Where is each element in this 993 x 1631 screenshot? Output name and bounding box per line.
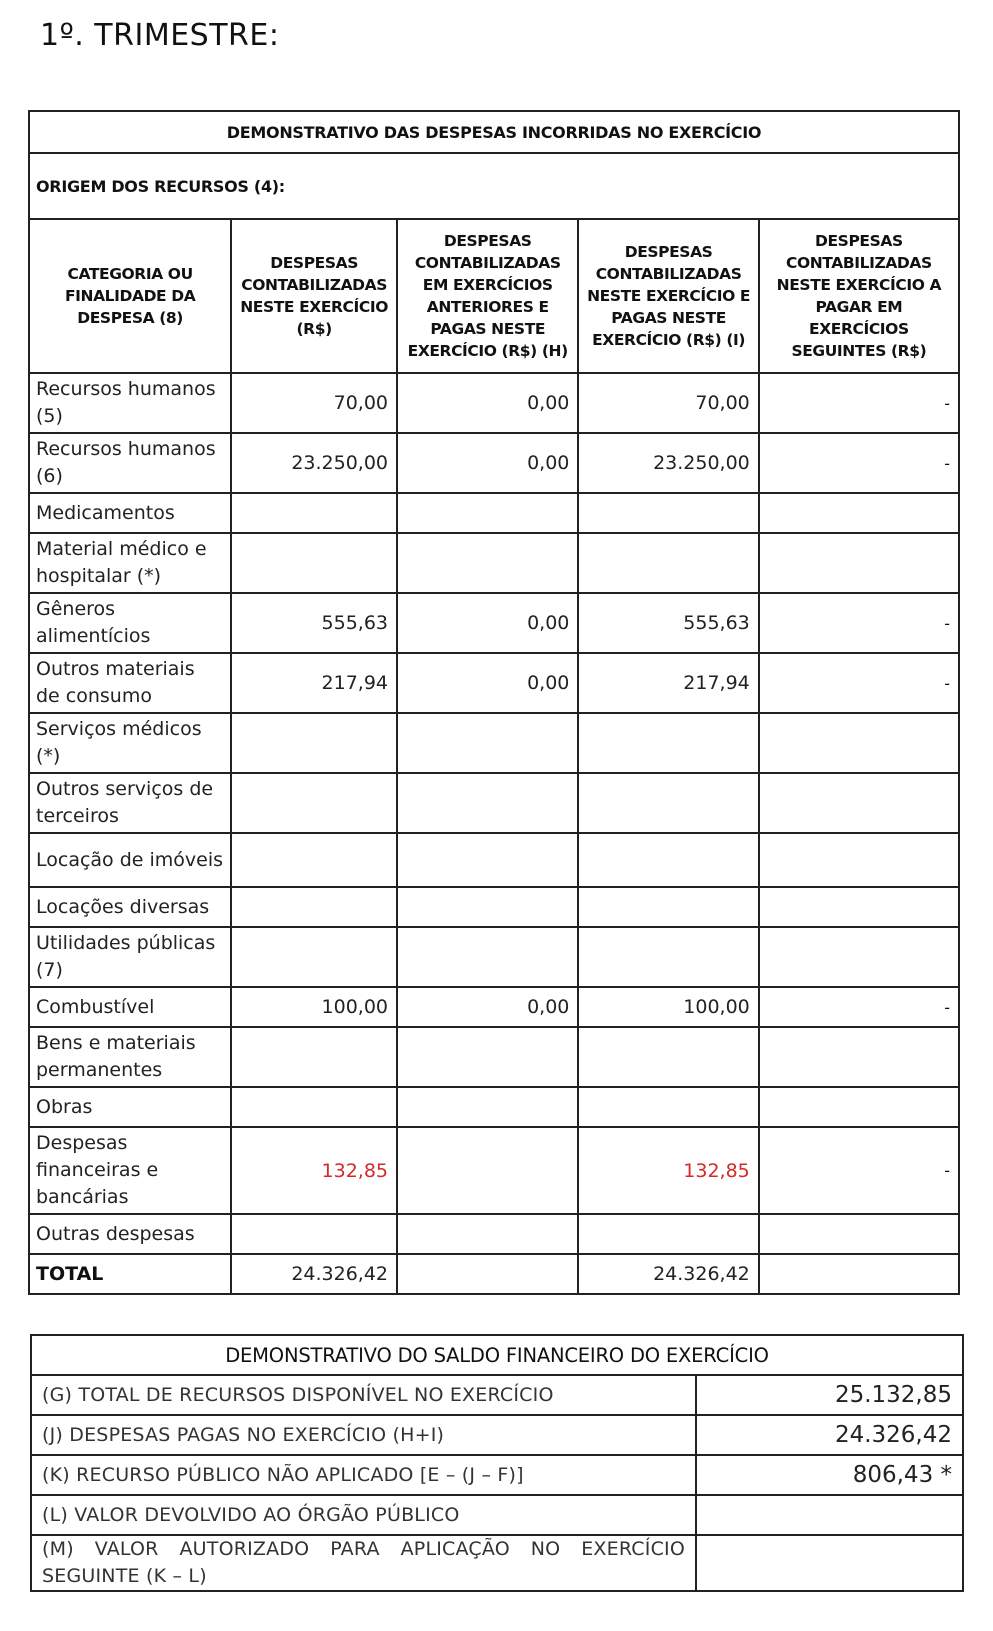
row-category: Outras despesas — [29, 1214, 231, 1254]
cell-current — [231, 1027, 397, 1087]
balance-row — [31, 1535, 963, 1591]
row-category: Utilidades públicas (7) — [29, 927, 231, 987]
cell-previous — [397, 1027, 578, 1087]
cell-paid — [578, 713, 758, 773]
cell-paid: 555,63 — [578, 593, 758, 653]
cell-current — [231, 533, 397, 593]
column-header-category: CATEGORIA OU FINALIDADE DA DESPESA (8) — [29, 219, 231, 373]
table-row — [29, 593, 959, 653]
total-label: TOTAL — [29, 1254, 231, 1294]
cell-current — [231, 493, 397, 533]
column-header-to-pay: DESPESAS CONTABILIZADAS NESTE EXERCÍCIO A PAGAR EM EXERCÍCIOS SEGUINTES (R$) — [759, 219, 959, 373]
row-category: Obras — [29, 1087, 231, 1127]
cell-to-pay — [759, 1027, 959, 1087]
row-category: Combustível — [29, 987, 231, 1027]
balance-label: (K) RECURSO PÚBLICO NÃO APLICADO [E – (J – F)] — [31, 1455, 696, 1495]
table-row — [29, 713, 959, 773]
cell-current: 70,00 — [231, 373, 397, 433]
total-row — [29, 1254, 959, 1294]
balance-label: (L) VALOR DEVOLVIDO AO ÓRGÃO PÚBLICO — [31, 1495, 696, 1535]
cell-to-pay: - — [759, 373, 959, 433]
cell-previous — [397, 493, 578, 533]
row-category: Outros serviços de terceiros — [29, 773, 231, 833]
table-row — [29, 533, 959, 593]
table-row — [29, 927, 959, 987]
table-row — [29, 373, 959, 433]
row-category: Medicamentos — [29, 493, 231, 533]
cell-to-pay — [759, 493, 959, 533]
balance-row — [31, 1415, 963, 1455]
table-row — [29, 833, 959, 887]
row-category: Serviços médicos (*) — [29, 713, 231, 773]
row-category: Despesas financeiras e bancárias — [29, 1127, 231, 1214]
cell-previous — [397, 833, 578, 887]
balance-label: (M) VALOR AUTORIZADO PARA APLICAÇÃO NO EXERCÍCIO SEGUINTE (K – L) — [31, 1535, 696, 1591]
cell-previous — [397, 1087, 578, 1127]
cell-current — [231, 833, 397, 887]
cell-previous — [397, 887, 578, 927]
total-current: 24.326,42 — [231, 1254, 397, 1294]
table-row — [29, 1027, 959, 1087]
cell-previous: 0,00 — [397, 373, 578, 433]
cell-current: 555,63 — [231, 593, 397, 653]
balance-table-title: DEMONSTRATIVO DO SALDO FINANCEIRO DO EXERCÍCIO — [31, 1335, 963, 1375]
balance-label: (G) TOTAL DE RECURSOS DISPONÍVEL NO EXERCÍCIO — [31, 1375, 696, 1415]
cell-current — [231, 927, 397, 987]
cell-to-pay — [759, 927, 959, 987]
cell-paid — [578, 1027, 758, 1087]
column-header-current: DESPESAS CONTABILIZADAS NESTE EXERCÍCIO (R$) — [231, 219, 397, 373]
cell-paid — [578, 1087, 758, 1127]
cell-paid: 132,85 — [578, 1127, 758, 1214]
balance-value: 25.132,85 — [696, 1375, 963, 1415]
cell-current — [231, 1214, 397, 1254]
cell-paid — [578, 773, 758, 833]
cell-to-pay: - — [759, 593, 959, 653]
table-row — [29, 1214, 959, 1254]
total-previous — [397, 1254, 578, 1294]
table-row — [29, 1127, 959, 1214]
cell-to-pay — [759, 1087, 959, 1127]
balance-table — [30, 1334, 964, 1592]
cell-current: 132,85 — [231, 1127, 397, 1214]
cell-previous: 0,00 — [397, 987, 578, 1027]
cell-to-pay — [759, 1214, 959, 1254]
total-paid: 24.326,42 — [578, 1254, 758, 1294]
cell-previous — [397, 773, 578, 833]
row-category: Locações diversas — [29, 887, 231, 927]
row-category: Bens e materiais permanentes — [29, 1027, 231, 1087]
cell-to-pay: - — [759, 433, 959, 493]
cell-paid — [578, 927, 758, 987]
table-row — [29, 653, 959, 713]
expenses-table-title: DEMONSTRATIVO DAS DESPESAS INCORRIDAS NO EXERCÍCIO — [29, 111, 959, 153]
cell-to-pay: - — [759, 653, 959, 713]
cell-to-pay — [759, 713, 959, 773]
balance-row — [31, 1495, 963, 1535]
cell-current — [231, 1087, 397, 1127]
cell-current — [231, 713, 397, 773]
balance-value: 24.326,42 — [696, 1415, 963, 1455]
cell-current: 217,94 — [231, 653, 397, 713]
cell-to-pay: - — [759, 1127, 959, 1214]
cell-paid — [578, 1214, 758, 1254]
total-to-pay — [759, 1254, 959, 1294]
cell-paid: 100,00 — [578, 987, 758, 1027]
cell-to-pay — [759, 833, 959, 887]
row-category: Locação de imóveis — [29, 833, 231, 887]
balance-value — [696, 1535, 963, 1591]
cell-current — [231, 887, 397, 927]
cell-previous — [397, 1214, 578, 1254]
cell-to-pay — [759, 887, 959, 927]
cell-to-pay — [759, 773, 959, 833]
cell-paid — [578, 887, 758, 927]
cell-paid — [578, 493, 758, 533]
table-row — [29, 1087, 959, 1127]
cell-previous — [397, 713, 578, 773]
cell-previous: 0,00 — [397, 653, 578, 713]
table-row — [29, 493, 959, 533]
origin-label: ORIGEM DOS RECURSOS (4): — [29, 153, 959, 219]
table-row — [29, 773, 959, 833]
balance-value: 806,43 * — [696, 1455, 963, 1495]
cell-previous — [397, 533, 578, 593]
table-row — [29, 433, 959, 493]
cell-to-pay — [759, 533, 959, 593]
table-row — [29, 987, 959, 1027]
cell-paid: 217,94 — [578, 653, 758, 713]
cell-previous: 0,00 — [397, 593, 578, 653]
cell-current — [231, 773, 397, 833]
cell-current: 100,00 — [231, 987, 397, 1027]
row-category: Recursos humanos (6) — [29, 433, 231, 493]
cell-current: 23.250,00 — [231, 433, 397, 493]
balance-row — [31, 1455, 963, 1495]
cell-previous: 0,00 — [397, 433, 578, 493]
cell-paid — [578, 833, 758, 887]
cell-to-pay: - — [759, 987, 959, 1027]
row-category: Gêneros alimentícios — [29, 593, 231, 653]
expenses-table — [28, 110, 960, 1295]
row-category: Recursos humanos (5) — [29, 373, 231, 433]
page-title: 1º. TRIMESTRE: — [40, 18, 280, 53]
cell-previous — [397, 1127, 578, 1214]
cell-paid: 23.250,00 — [578, 433, 758, 493]
cell-paid: 70,00 — [578, 373, 758, 433]
column-header-previous: DESPESAS CONTABILIZADAS EM EXERCÍCIOS ANTERIORES E PAGAS NESTE EXERCÍCIO (R$) (H) — [397, 219, 578, 373]
balance-row — [31, 1375, 963, 1415]
cell-paid — [578, 533, 758, 593]
row-category: Outros materiais de consumo — [29, 653, 231, 713]
column-header-paid: DESPESAS CONTABILIZADAS NESTE EXERCÍCIO E PAGAS NESTE EXERCÍCIO (R$) (I) — [578, 219, 758, 373]
row-category: Material médico e hospitalar (*) — [29, 533, 231, 593]
cell-previous — [397, 927, 578, 987]
table-row — [29, 887, 959, 927]
balance-label: (J) DESPESAS PAGAS NO EXERCÍCIO (H+I) — [31, 1415, 696, 1455]
balance-value — [696, 1495, 963, 1535]
